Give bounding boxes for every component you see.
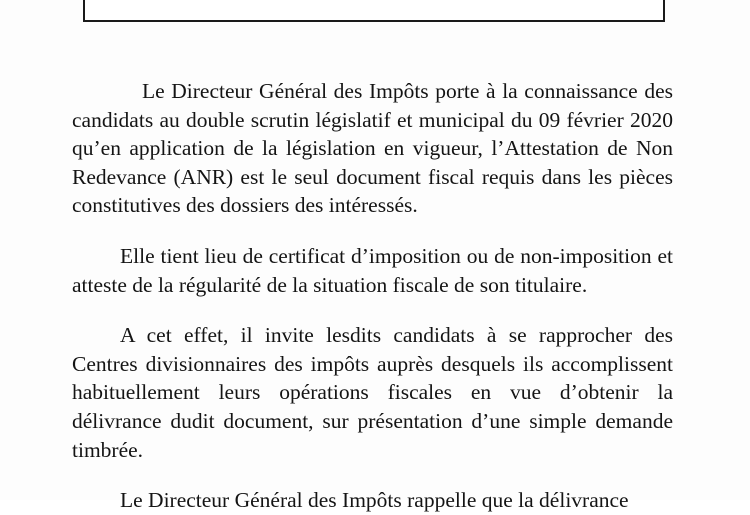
title-box — [83, 0, 665, 22]
paragraph-3: A cet effet, il invite lesdits candidats à se rapprocher des Centres divisionnaires des impôts auprès desquels ils accomplissent habituellement leurs opérations fiscales en vue d’obtenir la délivrance dudit document, sur présentation d’une simple demande timbrée. — [72, 323, 673, 462]
paragraph-4: Le Directeur Général des Impôts rappelle que la délivrance — [120, 488, 629, 513]
paragraph-1: Le Directeur Général des Impôts porte à la connaissance des candidats au double scrutin législatif et municipal du 09 février 2020 qu’en application de la législation en vigueur, l’Attestation de Non Redevance (ANR) est le seul document fiscal requis dans les pièces constitutives des dossiers des intéressés. — [72, 79, 673, 218]
paragraph-2: Elle tient lieu de certificat d’imposition ou de non-imposition et atteste de la régularité de la situation fiscale de son titulaire. — [72, 243, 673, 297]
document-body — [72, 77, 673, 515]
